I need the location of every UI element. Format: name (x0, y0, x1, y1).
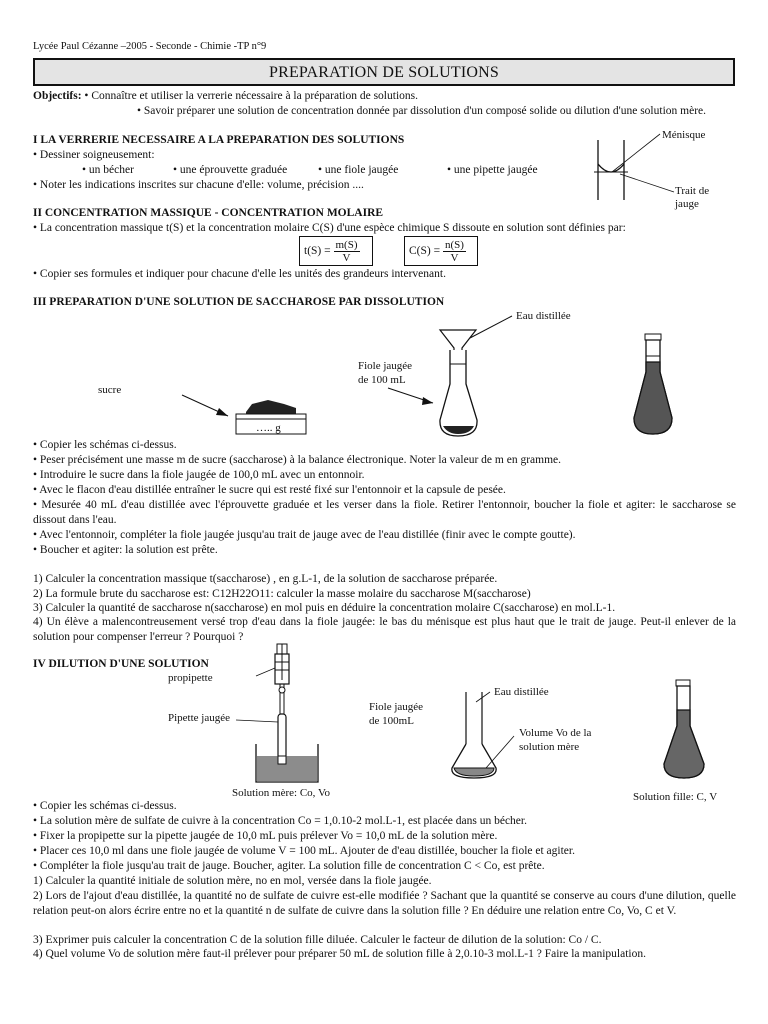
s4-step-2: • La solution mère de sulfate de cuivre à la concentration Co = 1,0.10-2 mol.L-1, est placée dans un bécher. (33, 815, 527, 827)
s3-question-2: 2) La formule brute du saccharose est: C12H22O11: calculer la masse molaire du saccharose M(saccharose) (33, 588, 531, 600)
s3-question-1: 1) Calculer la concentration massique t(saccharose) , en g.L-1, de la solution de saccharose préparée. (33, 573, 498, 585)
item-fiole: • une fiole jaugée (318, 164, 399, 176)
formula1-lhs: t(S) = (304, 245, 331, 257)
label-eau-distillee-4: Eau distillée (494, 686, 549, 698)
label-volume-2: solution mère (519, 741, 580, 753)
s4-question-3: 3) Exprimer puis calculer la concentration C de la solution fille diluée. Calculer le facteur de dilution de la solution: Co / C. (33, 934, 602, 946)
label-fiole-3b: de 100 mL (358, 374, 406, 386)
label-fiole-4a: Fiole jaugée (369, 701, 424, 713)
section2-heading: II CONCENTRATION MASSIQUE - CONCENTRATION MOLAIRE (33, 207, 384, 219)
s3-step-2: • Peser précisément une masse m de sucre (saccharose) à la balance électronique. Noter la valeur de m en gramme. (33, 454, 561, 466)
s4-step-1: • Copier les schémas ci-dessus. (33, 800, 177, 812)
label-trait-2: jauge (675, 198, 699, 210)
formula1-den: V (342, 251, 351, 264)
formula2-num: n(S) (444, 238, 464, 251)
s3-step-4: • Avec le flacon d'eau distillée entraîner le sucre qui est resté fixé sur l'entonnoir et la capsule de pesée. (33, 484, 506, 496)
item-becher: • un bécher (82, 164, 134, 176)
item-eprouvette: • une éprouvette graduée (173, 164, 288, 176)
label-fiole-4b: de 100mL (369, 715, 414, 727)
label-pipette-jaugee: Pipette jaugée (168, 712, 231, 724)
page-title: PREPARATION DE SOLUTIONS (33, 58, 735, 86)
dilution-diagram (0, 640, 720, 790)
objectives-label: Objectifs: (33, 90, 82, 102)
label-solution-mere: Solution mère: Co, Vo (232, 787, 330, 799)
formula1-fraction (334, 239, 360, 264)
formula2-den: V (450, 251, 459, 264)
label-volume-1: Volume Vo de la (519, 727, 592, 739)
label-solution-fille: Solution fille: C, V (633, 791, 718, 803)
section1-heading: I LA VERRERIE NECESSAIRE A LA PREPARATION DES SOLUTIONS (33, 134, 405, 146)
s3-step-6: • Avec l'entonnoir, compléter la fiole jaugée jusqu'au trait de jauge avec de l'eau distillée (finir avec le compte goutte). (33, 529, 576, 541)
s4-question-1: 1) Calculer la quantité initiale de solution mère, no en mol, versée dans la fiole jaugée. (33, 875, 432, 887)
section1-line3: • Noter les indications inscrites sur chacune d'elle: volume, précision .... (33, 179, 364, 191)
s3-question-3: 3) Calculer la quantité de saccharose n(saccharose) en mol puis en déduire la concentration molaire C(saccharose) en mol.L-1. (33, 602, 616, 614)
section2-line2: • Copier ses formules et indiquer pour chacune d'elle les unités des grandeurs intervenant. (33, 268, 446, 280)
meniscus-diagram (580, 130, 700, 210)
s3-step-1: • Copier les schémas ci-dessus. (33, 439, 177, 451)
section3-heading: III PREPARATION D'UNE SOLUTION DE SACCHAROSE PAR DISSOLUTION (33, 296, 445, 308)
objectives-line1 (33, 89, 418, 103)
label-sucre: sucre (98, 384, 122, 396)
s3-step-7: • Boucher et agiter: la solution est prête. (33, 544, 218, 556)
objective-2: • Savoir préparer une solution de concentration donnée par dissolution d'un composé solide ou dilution d'une solution mère. (137, 105, 706, 117)
formula-molar-concentration (404, 236, 478, 266)
label-eau-distillee-3: Eau distillée (516, 310, 571, 322)
item-pipette: • une pipette jaugée (447, 164, 538, 176)
label-menisque: Ménisque (662, 129, 706, 141)
dissolution-diagram (0, 300, 720, 450)
s4-step-5: • Compléter la fiole jusqu'au trait de jauge. Boucher, agiter. La solution fille de concentration C < Co, est prête. (33, 860, 545, 872)
s3-question-4: 4) Un élève a malencontreusement versé trop d'eau dans la fiole jaugée: le bas du ménisque est plus haut que le trait de jauge. Peut-il enlever de la solution pour compenser l'erreur ? Pourquoi ? (33, 616, 736, 643)
s4-step-4: • Placer ces 10,0 ml dans une fiole jaugée de volume V = 100 mL. Ajouter de d'eau distillée, boucher la fiole et agiter. (33, 845, 575, 857)
header-line: Lycée Paul Cézanne –2005 - Seconde - Chimie -TP n°9 (33, 41, 267, 52)
s4-step-3: • Fixer la propipette sur la pipette jaugée de 10,0 mL puis prélever Vo = 10,0 mL de la solution mère. (33, 830, 498, 842)
s4-question-2: 2) Lors de l'ajout d'eau distillée, la quantité no de sulfate de cuivre est-elle modifiée ? Sachant que la quantité se conserve au cours d'une dilution, quelle relation peut-on alors écrire entre no et la quantité n de sulfate de cuivre dans la solution fille ? En déduire une relation entre Co, Vo, C et V. (33, 890, 736, 917)
section4-heading: IV DILUTION D'UNE SOLUTION (33, 658, 209, 670)
label-fiole-3a: Fiole jaugée (358, 360, 413, 372)
objective-1: • Connaître et utiliser la verrerie nécessaire à la préparation de solutions. (84, 90, 418, 102)
formula1-num: m(S) (335, 238, 358, 251)
section2-line1: • La concentration massique t(S) et la concentration molaire C(S) d'une espèce chimique S dissoute en solution sont définies par: (33, 222, 626, 234)
formula2-fraction (443, 239, 466, 264)
s3-step-3: • Introduire le sucre dans la fiole jaugée de 100,0 mL avec un entonnoir. (33, 469, 365, 481)
label-mass: ….. g (256, 422, 281, 434)
label-propipette: propipette (168, 672, 213, 684)
formula-mass-concentration (299, 236, 373, 266)
section1-line1: • Dessiner soigneusement: (33, 149, 155, 161)
label-trait-1: Trait de (675, 185, 710, 197)
s4-question-4: 4) Quel volume Vo de solution mère faut-il prélever pour préparer 50 mL de solution fille à 2,0.10-3 mol.L-1 ? Faire la manipulation. (33, 948, 646, 960)
s3-step-5: • Mesurée 40 mL d'eau distillée avec l'éprouvette graduée et les verser dans la fiole. Retirer l'entonnoir, boucher la fiole et agiter: le saccharose se dissout dans l'eau. (33, 499, 736, 526)
formula2-lhs: C(S) = (409, 245, 441, 257)
